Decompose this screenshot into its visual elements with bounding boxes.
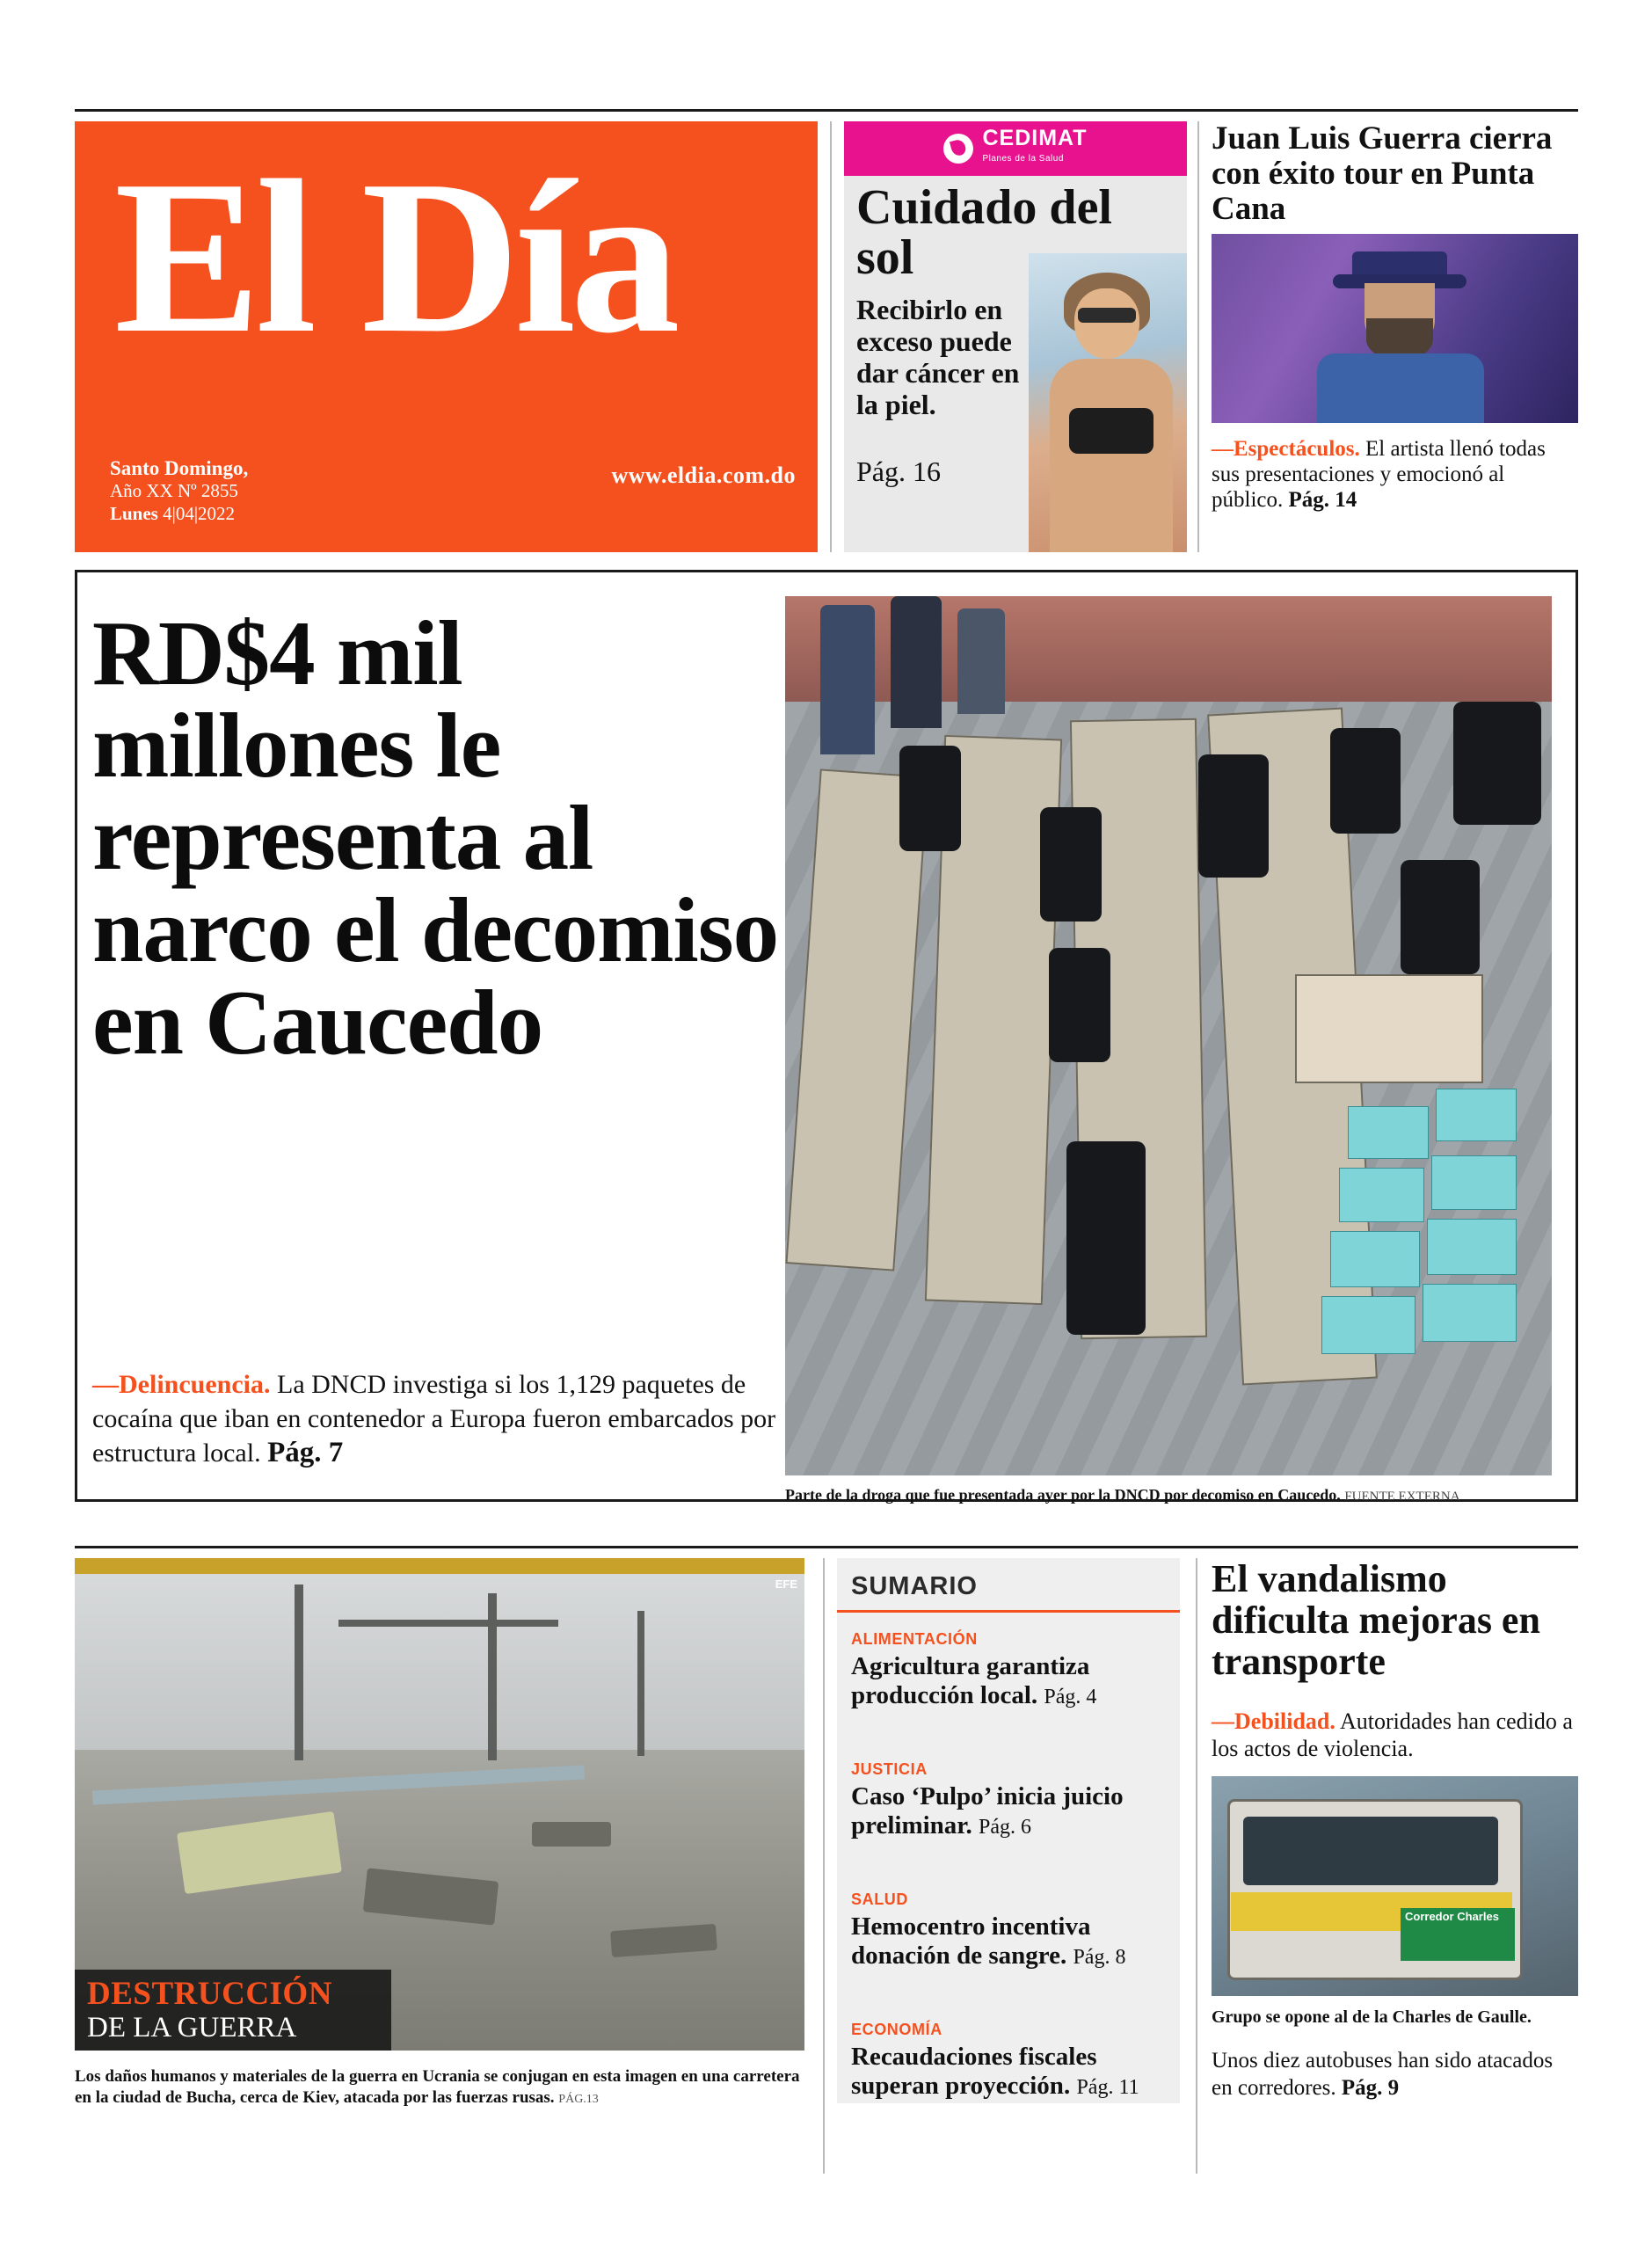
kicker-dash: — xyxy=(1212,1708,1234,1734)
main-photo-drug-seizure xyxy=(785,596,1552,1475)
bus-badge: Corredor Charles xyxy=(1401,1908,1515,1961)
cedimat-sponsor-bar[interactable] xyxy=(844,121,1187,176)
photo-pylon xyxy=(295,1584,303,1760)
vandalismo-body xyxy=(1212,2047,1578,2102)
photo-head xyxy=(1074,288,1139,359)
drug-brick xyxy=(1436,1089,1517,1141)
sumario-item-page[interactable]: Pág. 8 xyxy=(1073,1946,1126,1969)
masthead xyxy=(75,121,818,552)
main-photo-caption xyxy=(785,1486,1559,1504)
photo-sky xyxy=(75,1574,804,1750)
flame-icon xyxy=(943,134,973,164)
main-caption-text: Parte de la droga que fue presentada ayer por la DNCD por decomiso en Caucedo. xyxy=(785,1486,1341,1504)
issue-label: Año XX Nº 2855 xyxy=(110,480,238,501)
sumario-item-title: Caso ‘Pulpo’ inicia juicio preliminar. xyxy=(851,1782,1124,1839)
vandalismo-kicker: Debilidad. xyxy=(1234,1708,1335,1734)
website-url[interactable]: www.eldia.com.do xyxy=(611,463,796,488)
divider-masthead-sol xyxy=(830,121,832,552)
war-label-line1: DESTRUCCIÓN xyxy=(87,1976,332,2012)
vandalismo-headline: El vandalismo dificulta mejoras en transporte xyxy=(1212,1557,1540,1683)
sumario-item-title: Hemocentro incentiva donación de sangre. xyxy=(851,1912,1091,1970)
vandalismo-story[interactable] xyxy=(1212,1557,1578,2100)
war-photo xyxy=(75,1558,804,2051)
cedimat-name: CEDIMAT xyxy=(982,126,1088,150)
black-bag xyxy=(1401,860,1480,974)
black-bag xyxy=(1453,702,1541,825)
drug-brick xyxy=(1431,1155,1517,1210)
sumario-item-text xyxy=(851,1782,1166,1842)
sun-care-subtitle: Recibirlo en exceso puede dar cáncer en la piel. xyxy=(856,294,1020,420)
drug-brick xyxy=(1348,1106,1429,1159)
city-label: Santo Domingo, xyxy=(110,457,249,479)
main-page[interactable]: Pág. 7 xyxy=(267,1437,344,1468)
guerra-headline: Juan Luis Guerra cierra con éxito tour en Punta Cana xyxy=(1212,120,1553,227)
date-weekday: Lunes xyxy=(110,503,158,524)
top-rule xyxy=(75,109,1578,112)
guerra-body xyxy=(1212,436,1578,513)
photo-top-bar xyxy=(75,1558,804,1574)
sumario-item-text xyxy=(851,2043,1166,2102)
cedimat-tagline: Planes de la Salud xyxy=(982,154,1064,164)
black-bag xyxy=(1049,948,1110,1062)
black-bag xyxy=(1330,728,1401,834)
black-bag xyxy=(1040,807,1102,922)
divider-war-sumario xyxy=(823,1558,825,2174)
photo-person xyxy=(891,596,942,728)
war-label-line2: DE LA GUERRA xyxy=(87,2012,297,2043)
bus-windshield xyxy=(1243,1817,1498,1885)
divider-sol-guerra xyxy=(1197,121,1199,552)
sumario-item-text xyxy=(851,1912,1166,1972)
divider-sumario-vandalismo xyxy=(1196,1558,1197,2174)
bus-photo xyxy=(1212,1776,1578,1996)
sumario-item-text xyxy=(851,1652,1166,1712)
black-bag xyxy=(1198,754,1269,878)
masthead-info xyxy=(110,457,796,526)
photo-credit: EFE xyxy=(775,1577,797,1591)
war-caption-page[interactable]: PÁG.13 xyxy=(558,2093,599,2106)
newspaper-logo: El Día xyxy=(114,135,675,379)
sumario-item-kicker: ALIMENTACIÓN xyxy=(851,1630,978,1648)
sumario-item[interactable] xyxy=(851,2021,1166,2102)
war-photo-label xyxy=(75,1970,391,2051)
sumario-item-page[interactable]: Pág. 4 xyxy=(1044,1686,1097,1708)
sumario-item-page[interactable]: Pág. 11 xyxy=(1076,2076,1139,2099)
sumario-item[interactable] xyxy=(851,1890,1166,1972)
sumario-item-kicker: ECONOMÍA xyxy=(851,2021,942,2038)
bus-photo-caption: Grupo se opone al de la Charles de Gaulle. xyxy=(1212,2007,1532,2027)
sumario-item-title: Recaudaciones fiscales superan proyección. xyxy=(851,2043,1097,2100)
photo-pylon xyxy=(488,1593,497,1760)
guerra-text: El artista llenó todas sus presentaciones y emocionó al público. xyxy=(1212,437,1546,512)
black-bag xyxy=(899,746,961,851)
kicker-dash: — xyxy=(92,1370,119,1399)
sumario-item-page[interactable]: Pág. 6 xyxy=(979,1816,1032,1839)
date-value: 4|04|2022 xyxy=(163,503,236,524)
date-label xyxy=(110,502,796,526)
war-caption-text: Los daños humanos y materiales de la guerra en Ucrania se conjugan en esta imagen en una carretera en la ciudad de Bucha, cerca de Kiev, atacada por las fuerzas rusas. xyxy=(75,2067,800,2107)
photo-debris xyxy=(532,1822,611,1847)
drug-brick xyxy=(1321,1296,1415,1354)
sunbather-photo xyxy=(1029,253,1187,552)
guerra-kicker: Espectáculos. xyxy=(1234,437,1360,461)
main-deck xyxy=(92,1367,778,1470)
main-headline: RD$4 mil millones le representa al narco el decomiso en Caucedo xyxy=(92,601,779,1074)
drug-brick xyxy=(1339,1168,1424,1222)
photo-body xyxy=(1050,359,1173,552)
sumario-item-title: Agricultura garantiza producción local. xyxy=(851,1652,1090,1709)
photo-swimsuit xyxy=(1069,408,1153,454)
photo-gantry xyxy=(338,1620,558,1627)
sumario-item[interactable] xyxy=(851,1760,1166,1842)
guerra-page[interactable]: Pág. 14 xyxy=(1288,488,1357,512)
photo-person xyxy=(957,608,1005,714)
bottom-rule xyxy=(75,1546,1578,1548)
photo-person xyxy=(820,605,875,754)
cedimat-label xyxy=(982,127,1087,170)
sumario-item-kicker: SALUD xyxy=(851,1890,908,1908)
sumario-header xyxy=(837,1558,1180,1613)
sun-care-page[interactable]: Pág. 16 xyxy=(856,455,941,487)
vandalismo-deck-text: Autoridades han cedido a los actos de violencia. xyxy=(1212,1708,1573,1761)
sun-care-promo[interactable] xyxy=(844,121,1187,552)
sumario-panel xyxy=(837,1558,1180,2103)
sunglasses-icon xyxy=(1078,308,1136,323)
war-photo-caption xyxy=(75,2066,804,2110)
main-deck-text: La DNCD investiga si los 1,129 paquetes de cocaína que iban en contenedor a Europa fueron embarcados por estructura local. xyxy=(92,1370,776,1468)
photo-pylon xyxy=(637,1611,644,1756)
guerra-story[interactable] xyxy=(1212,121,1578,552)
sun-care-title: Cuidado del sol xyxy=(856,180,1112,285)
sumario-title: SUMARIO xyxy=(851,1572,978,1600)
sumario-item-kicker: JUSTICIA xyxy=(851,1760,928,1778)
vandalismo-deck xyxy=(1212,1708,1578,1762)
photo-torso xyxy=(1317,353,1484,423)
main-kicker: Delincuencia. xyxy=(119,1370,271,1399)
drug-brick xyxy=(1427,1219,1517,1275)
main-caption-source: FUENTE EXTERNA xyxy=(1344,1490,1460,1504)
drug-brick xyxy=(1423,1284,1517,1342)
drug-brick xyxy=(1330,1231,1420,1287)
drug-packet-row xyxy=(1295,974,1483,1083)
guerra-photo xyxy=(1212,234,1578,423)
kicker-dash: — xyxy=(1212,437,1234,461)
sumario-item[interactable] xyxy=(851,1630,1166,1712)
black-bag xyxy=(1066,1141,1146,1335)
vandalismo-body-text: Unos diez autobuses han sido atacados en corredores. xyxy=(1212,2049,1554,2100)
vandalismo-page[interactable]: Pág. 9 xyxy=(1341,2076,1400,2100)
